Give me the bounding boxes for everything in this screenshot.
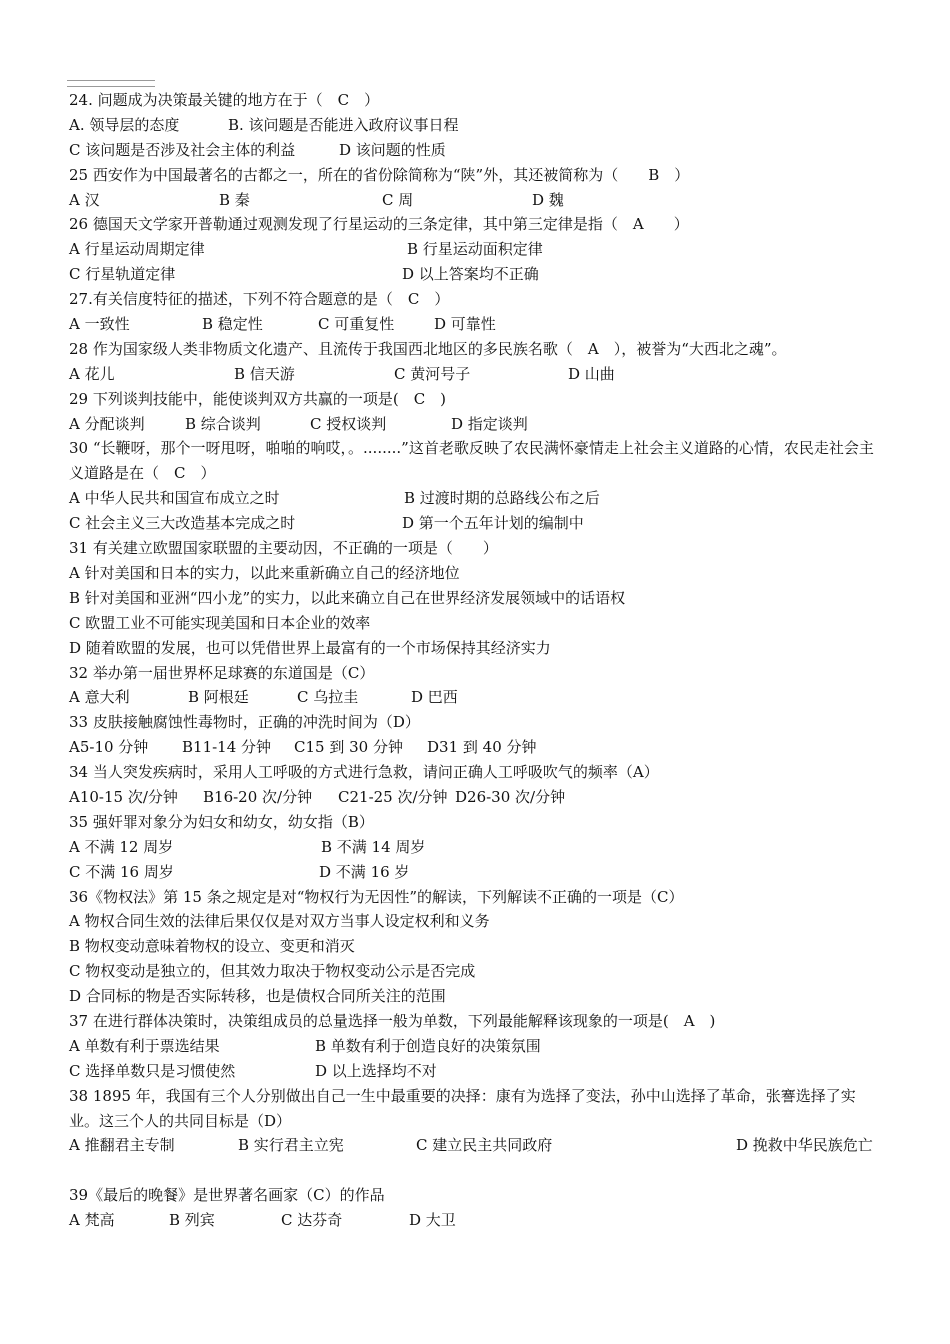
option: D 可靠性 <box>434 315 496 334</box>
option: D 山曲 <box>568 364 615 383</box>
option-row <box>69 362 881 387</box>
option: A 推翻君主专制 <box>69 1136 175 1155</box>
option-line: C 欧盟工业不可能实现美国和日本企业的效率 <box>69 613 371 632</box>
question-stem: 36《物权法》第 15 条之规定是对“物权行为无因性”的解读，下列解读不正确的一项是（C） <box>69 887 684 906</box>
option-row <box>69 1059 881 1084</box>
option: B 信天游 <box>234 364 295 383</box>
option: A 意大利 <box>69 688 130 707</box>
option: B 阿根廷 <box>188 688 249 707</box>
option: D 巴西 <box>411 688 458 707</box>
option: D 魏 <box>532 190 564 209</box>
option: A 汉 <box>69 190 100 209</box>
option: C 周 <box>382 190 414 209</box>
option: B11-14 分钟 <box>182 738 272 757</box>
option: C 授权谈判 <box>310 414 387 433</box>
option-text: D 挽救中华民族危亡 <box>736 1136 873 1155</box>
option: A 分配谈判 <box>69 414 145 433</box>
question-stem: 38 1895 年，我国有三个人分别做出自己一生中最重要的决择：康有为选择了变法，孙中山选择了革命，张謇选择了实业。这三个人的共同目标是（D） <box>69 1086 856 1130</box>
option-row <box>69 685 881 710</box>
question-stem: 34 当人突发疾病时，采用人工呼吸的方式进行急救，请问正确人工呼吸吹气的频率（A） <box>69 763 659 782</box>
option: A 一致性 <box>69 315 130 334</box>
option: B 单数有利于创造良好的决策氛围 <box>315 1036 541 1055</box>
option-line: B 物权变动意味着物权的设立、变更和消灭 <box>69 937 355 956</box>
option-row <box>69 113 881 138</box>
option: B 稳定性 <box>202 315 263 334</box>
option: C 达芬奇 <box>281 1211 343 1230</box>
option: C 乌拉圭 <box>297 688 359 707</box>
option: A 中华人民共和国宣布成立之时 <box>69 489 280 508</box>
option: C 行星轨道定律 <box>69 265 176 284</box>
option: B 列宾 <box>169 1211 215 1230</box>
option-line: A 针对美国和日本的实力，以此来重新确立自己的经济地位 <box>69 563 460 582</box>
option: B 不满 14 周岁 <box>321 837 426 856</box>
option: C 社会主义三大改造基本完成之时 <box>69 514 296 533</box>
question-stem: 29 下列谈判技能中，能使谈判双方共赢的一项是( C ) <box>69 389 447 408</box>
question-stem: 25 西安作为中国最著名的古都之一，所在的省份除简称为“陕”外，其还被简称为（ B ） <box>69 165 690 184</box>
option: C 不满 16 周岁 <box>69 862 174 881</box>
option: B 实行君主立宪 <box>238 1136 344 1155</box>
option: B 综合谈判 <box>185 414 261 433</box>
option: A 梵高 <box>69 1211 115 1230</box>
question-stem: 26 德国天文学家开普勒通过观测发现了行星运动的三条定律，其中第三定律是指（ A ） <box>69 215 689 234</box>
option: B16-20 次/分钟 <box>203 787 313 806</box>
option-row <box>69 138 881 163</box>
question-stem: 27.有关信度特征的描述，下列不符合题意的是（ C ） <box>69 290 450 309</box>
option: C 该问题是否涉及社会主体的利益 <box>69 140 296 159</box>
question-stem: 39《最后的晚餐》是世界著名画家（C）的作品 <box>69 1186 385 1205</box>
option: B 过渡时期的总路线公布之后 <box>404 489 600 508</box>
option-row <box>69 237 881 262</box>
option: D 指定谈判 <box>451 414 528 433</box>
header-rule <box>67 80 155 87</box>
option-row <box>69 1133 881 1183</box>
option-line: D 随着欧盟的发展，也可以凭借世界上最富有的一个市场保持其经济实力 <box>69 638 551 657</box>
option: A5-10 分钟 <box>69 738 149 757</box>
option-row <box>69 511 881 536</box>
option-row <box>69 785 881 810</box>
option: D 不满 16 岁 <box>319 862 410 881</box>
option-row <box>69 486 881 511</box>
option-row <box>69 735 881 760</box>
option: D 以上答案均不正确 <box>402 265 539 284</box>
option: A 不满 12 周岁 <box>69 837 174 856</box>
option: D31 到 40 分钟 <box>427 738 537 757</box>
option: B 秦 <box>219 190 250 209</box>
option: C 黄河号子 <box>394 364 471 383</box>
option: D 第一个五年计划的编制中 <box>402 514 584 533</box>
option: D 该问题的性质 <box>339 140 446 159</box>
option: A. 领导层的态度 <box>69 115 180 134</box>
question-stem: 37 在进行群体决策时，决策组成员的总量选择一般为单数，下列最能解释该现象的一项是( A ) <box>69 1011 716 1030</box>
option-line: C 物权变动是独立的，但其效力取决于物权变动公示是否完成 <box>69 962 476 981</box>
option-row <box>69 1208 881 1233</box>
option: C15 到 30 分钟 <box>294 738 403 757</box>
option-line: A 物权合同生效的法律后果仅仅是对双方当事人设定权利和义务 <box>69 912 490 931</box>
option: D26-30 次/分钟 <box>455 787 566 806</box>
option: A 单数有利于票选结果 <box>69 1036 220 1055</box>
option-row <box>69 312 881 337</box>
option: A 花儿 <box>69 364 115 383</box>
question-list <box>69 88 881 1233</box>
option-line: B 针对美国和亚洲“四小龙”的实力，以此来确立自己在世界经济发展领域中的话语权 <box>69 588 626 607</box>
option-row <box>69 1034 881 1059</box>
question-stem: 33 皮肤接触腐蚀性毒物时，正确的冲洗时间为（D） <box>69 713 420 732</box>
option-row <box>69 262 881 287</box>
option: A 行星运动周期定律 <box>69 240 205 259</box>
question-stem: 28 作为国家级人类非物质文化遗产、且流传于我国西北地区的多民族名歌（ A ），被誉为“大西北之魂”。 <box>69 339 787 358</box>
option: D 大卫 <box>409 1211 456 1230</box>
question-stem: 31 有关建立欧盟国家联盟的主要动因，不正确的一项是（ ） <box>69 539 498 558</box>
option-row <box>69 860 881 885</box>
option-row <box>69 835 881 860</box>
question-stem: 32 举办第一届世界杯足球赛的东道国是（C） <box>69 663 375 682</box>
option-line: D 合同标的物是否实际转移，也是债权合同所关注的范围 <box>69 987 446 1006</box>
option: C 建立民主共同政府 <box>416 1136 553 1155</box>
option: B 行星运动面积定律 <box>407 240 543 259</box>
question-stem: 35 强奸罪对象分为妇女和幼女，幼女指（B） <box>69 812 374 831</box>
option: B. 该问题是否能进入政府议事日程 <box>228 115 459 134</box>
question-stem: 24. 问题成为决策最关键的地方在于（ C ） <box>69 91 380 109</box>
option-row <box>69 412 881 437</box>
option: C 选择单数只是习惯使然 <box>69 1061 236 1080</box>
option: C 可重复性 <box>318 315 395 334</box>
option: A10-15 次/分钟 <box>69 787 178 806</box>
option: D 以上选择均不对 <box>315 1061 437 1080</box>
option: C21-25 次/分钟 <box>338 787 448 806</box>
question-stem: 30 “长鞭呀，那个一呀甩呀，啪啪的响哎，。........”这首老歌反映了农民满怀豪情走上社会主义道路的心情，农民走社会主义道路是在（ C ） <box>69 439 874 483</box>
option-row <box>69 188 881 213</box>
option <box>69 1133 881 1158</box>
